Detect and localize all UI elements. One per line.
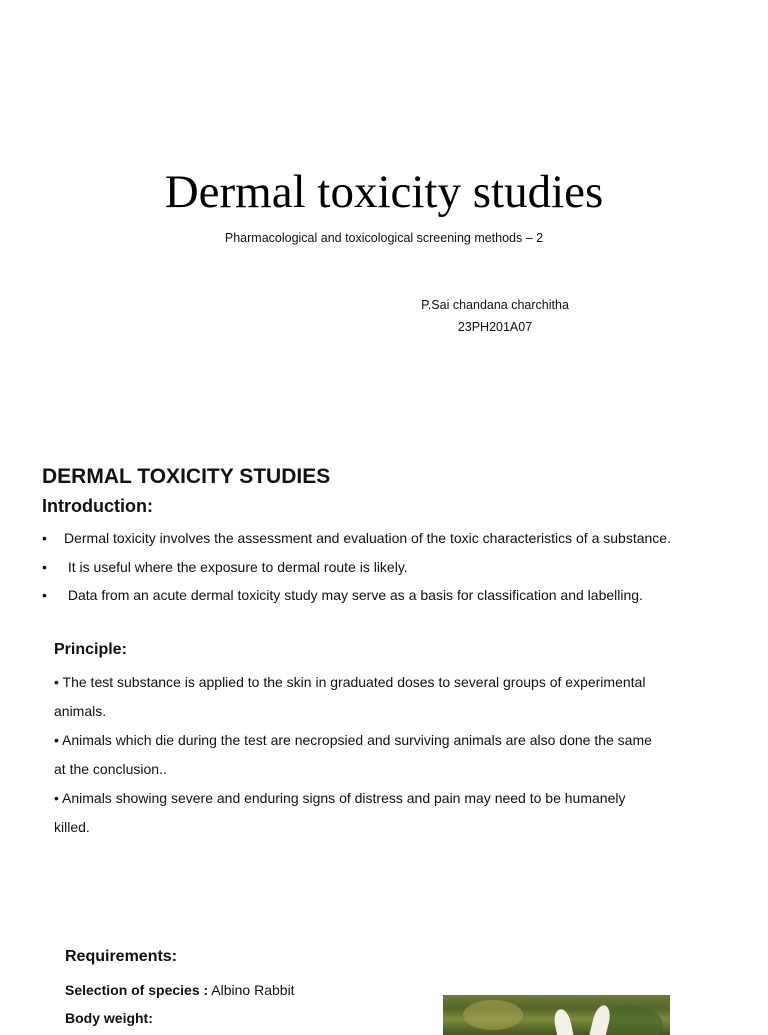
list-item-text: Dermal toxicity involves the assessment and evaluation of the toxic characteristics of a substance. (64, 530, 671, 546)
list-item (42, 553, 722, 582)
list-item-text: Data from an acute dermal toxicity study may serve as a basis for classification and labelling. (64, 587, 643, 603)
list-item (42, 524, 722, 553)
principle-point: • Animals showing severe and enduring signs of distress and pain may need to be humanely killed. (54, 790, 626, 835)
bullet-icon: • (42, 558, 47, 575)
author-id: 23PH201A07 (457, 320, 533, 334)
content-slide (0, 440, 768, 1024)
introduction-list (42, 524, 722, 610)
body-weight-label: Body weight: (65, 1010, 153, 1026)
principle-heading: Principle: (54, 641, 127, 658)
introduction-heading: Introduction: (42, 496, 153, 516)
principle-point: • Animals which die during the test are necropsied and surviving animals are also done the same at the conclusion.. (54, 732, 652, 777)
section-heading: DERMAL TOXICITY STUDIES (42, 465, 331, 488)
slide-subtitle: Pharmacological and toxicological screening methods – 2 (224, 231, 544, 245)
title-slide (0, 0, 768, 440)
species-value: Albino Rabbit (208, 982, 295, 998)
rabbit-ear-icon (552, 1008, 574, 1035)
list-item (42, 581, 722, 610)
principle-list (54, 668, 664, 842)
body-weight-line (65, 1008, 153, 1028)
slide-title: Dermal toxicity studies (164, 166, 604, 218)
requirements-heading: Requirements: (65, 948, 178, 965)
author-block (395, 294, 595, 338)
list-item-text: It is useful where the exposure to dermal route is likely. (64, 558, 408, 575)
author-name: P.Sai chandana charchitha (421, 298, 569, 312)
species-line (65, 980, 295, 1000)
rabbit-photo (443, 995, 670, 1035)
bullet-icon: • (42, 587, 47, 603)
bullet-icon: • (42, 530, 47, 546)
principle-point: • The test substance is applied to the skin in graduated doses to several groups of experimental animals. (54, 674, 646, 719)
species-label: Selection of species : (65, 982, 209, 998)
